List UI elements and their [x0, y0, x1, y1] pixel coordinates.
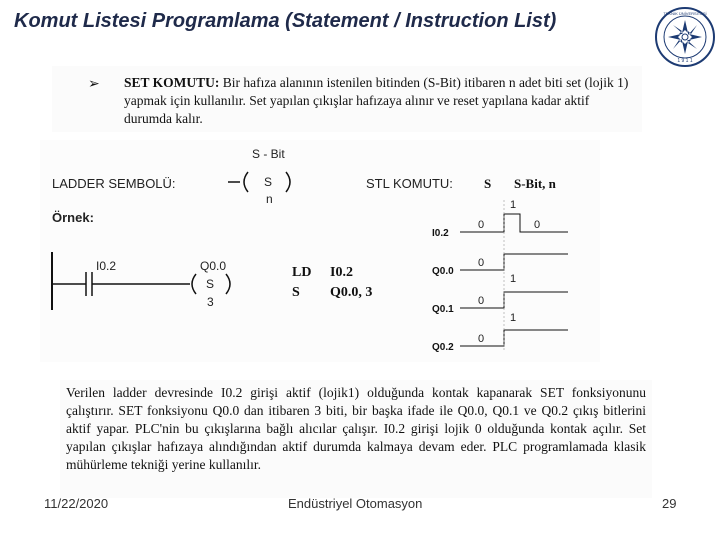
- signal-name-i02: I0.2: [432, 228, 449, 239]
- signal-low-q02: 0: [478, 333, 485, 345]
- set-command-description: [52, 66, 642, 132]
- diagram-canvas: [40, 140, 600, 362]
- symbol-n-label: n: [266, 192, 273, 206]
- ladder-diagram-figure: [40, 140, 600, 362]
- symbol-sbit-label: S - Bit: [252, 147, 285, 161]
- signal-name-q02: Q0.2: [432, 342, 454, 353]
- signal-name-q00: Q0.0: [432, 266, 454, 277]
- coil-n-label: 3: [207, 295, 214, 309]
- code-arg-i02: I0.2: [330, 265, 353, 280]
- timing-q01: [432, 292, 568, 324]
- timing-i02: [432, 214, 568, 239]
- signal-low-q01: 0: [478, 295, 485, 307]
- bullet-arrow-icon: ➢: [88, 77, 100, 92]
- coil-q00-label: Q0.0: [200, 259, 227, 273]
- stl-args: S-Bit, n: [514, 176, 556, 191]
- stl-s: S: [484, 176, 492, 191]
- coil-s-label: S: [206, 277, 215, 291]
- code-arg-q00: Q0.0, 3: [330, 285, 373, 300]
- contact-label: I0.2: [96, 259, 117, 273]
- signal-high-q01: 1: [510, 312, 517, 324]
- footer-page-number: 29: [662, 496, 677, 511]
- timing-high-marker: 1: [510, 199, 517, 211]
- timing-q00: [432, 254, 568, 285]
- code-op-ld: LD: [292, 265, 312, 280]
- logo-ring-text: TEKNİK ÜNİVERSİTESİ: [663, 11, 707, 16]
- code-op-s: S: [292, 285, 300, 300]
- set-command-body: Bir hafıza alanının istenilen bitinden (S-Bit) itibaren n adet biti set (lojik 1) yapmak için kullanılır. Set yapılan çıkışlar hafızaya alınır ve reset yapılana kadar aktif durumda kalır.: [124, 75, 629, 126]
- ladder-symbol-label: LADDER SEMBOLÜ:: [52, 176, 176, 191]
- signal-after-i02: 0: [534, 219, 541, 231]
- signal-low-q00: 0: [478, 257, 485, 269]
- signal-name-q01: Q0.1: [432, 304, 454, 315]
- example-label: Örnek:: [52, 210, 94, 225]
- signal-low-i02: 0: [478, 219, 485, 231]
- footer-date: 11/22/2020: [44, 496, 109, 511]
- slide-title: Komut Listesi Programlama (Statement / Instruction List): [14, 10, 557, 32]
- explanation-paragraph: Verilen ladder devresinde I0.2 girişi aktif (lojik1) olduğunda kontak kapanarak SET fonksiyonunu çalıştırır. SET fonksiyonu Q0.0 dan itibaren 3 biti, bir başka ifade ile Q0.0, Q0.1 ve Q0.2 çıkış bitlerini aktif yapar. PLC'nin bu çıkışlarına bağlı alıcılar çalışır. I0.2 girişi lojik 0 olduğunda kontak açılır. Set yapılan çıkışlar hafızaya alındığından aktif durumda kalmaya devam eder. PLC programlamada klasik mühürleme tekniği yerine kullanılır.: [66, 385, 646, 472]
- signal-high-q00: 1: [510, 273, 517, 285]
- timing-q02: [432, 330, 568, 353]
- symbol-s-label: S: [264, 175, 273, 189]
- footer-course-name: Endüstriyel Otomasyon: [288, 496, 423, 511]
- logo-year: 1 9 1 1: [677, 58, 693, 64]
- stl-label: STL KOMUTU:: [366, 176, 453, 191]
- university-seal-icon: [654, 6, 716, 68]
- explanation-block: [60, 380, 652, 498]
- set-command-heading: SET KOMUTU:: [124, 75, 220, 90]
- set-command-paragraph: [124, 74, 636, 128]
